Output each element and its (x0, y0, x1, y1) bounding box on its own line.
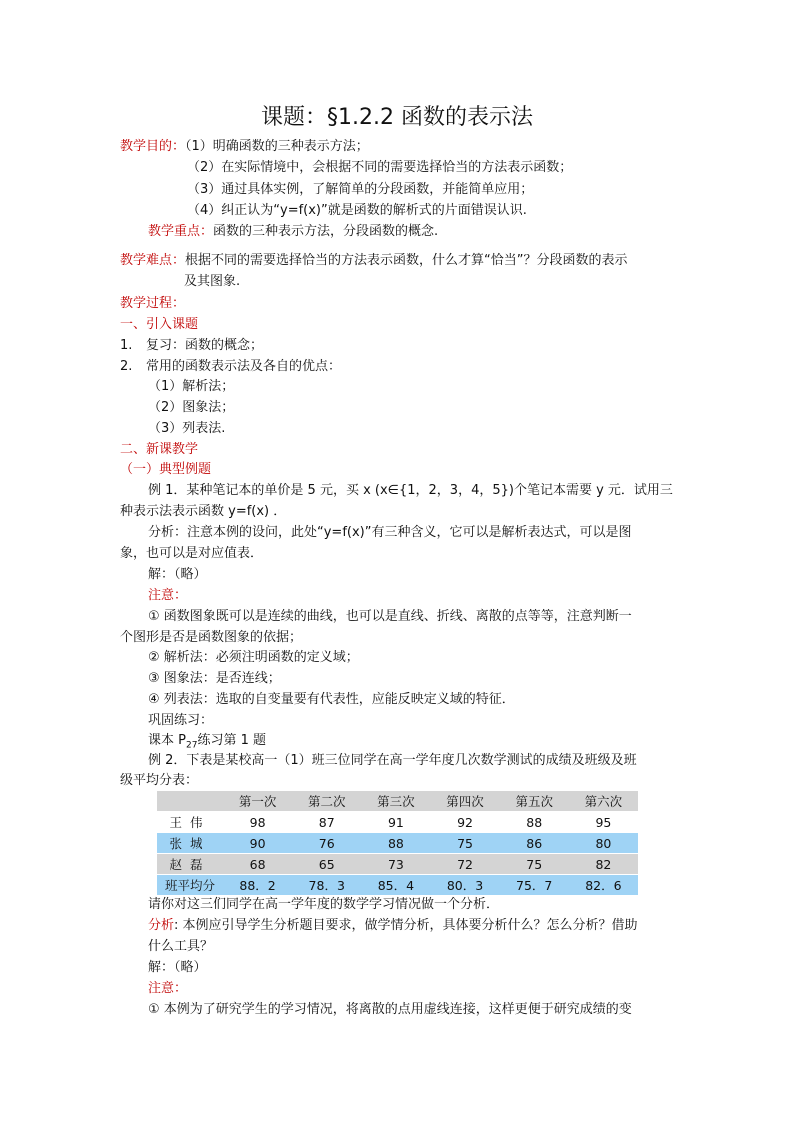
table-cell: 87 (292, 812, 361, 833)
table-cell: 68 (223, 854, 292, 875)
page-title: 课题：§1.2.2 函数的表示法 (261, 105, 533, 130)
section2-heading: 二、新课教学 (120, 442, 199, 457)
objectives-line-1 (120, 137, 369, 157)
table-cell: 75 (430, 833, 499, 854)
table-cell: 85．4 (361, 875, 430, 896)
example1-solution: 解：（略） (148, 567, 207, 582)
list-subitem: （1）解析法； (148, 379, 235, 394)
list-item: 2. 常用的函数表示法及各自的优点： (120, 359, 342, 374)
table-cell: 80．3 (430, 875, 499, 896)
table-cell: 72 (430, 854, 499, 875)
section2-subheading: （一）典型例题 (120, 462, 212, 477)
table-cell: 98 (223, 812, 292, 833)
table-cell: 95 (569, 812, 638, 833)
example1-note-label: 注意： (148, 588, 188, 603)
table-row (157, 812, 638, 833)
table-cell: 76 (292, 833, 361, 854)
key-points-label: 教学重点： (148, 224, 214, 239)
table-cell: 88．2 (223, 875, 292, 896)
example1-text: 例 1．某种笔记本的单价是 5 元，买 x (x∈{1，2，3，4，5})个笔记本需要 y 元．试用三 (148, 483, 673, 498)
table-header-row (157, 791, 638, 812)
table-header-cell: 第六次 (569, 791, 638, 812)
list-subitem: （2）图象法； (148, 400, 235, 415)
example2-analysis: 分析: 本例应引导学生分析题目要求，做学情分析，具体要分析什么？怎么分析？借助 (148, 918, 638, 933)
example1-analysis: 分析：注意本例的设问，此处“y=f(x)”有三种含义，它可以是解析表达式，可以是图 (148, 525, 632, 540)
table-cell: 78．3 (292, 875, 361, 896)
average-label-cell: 班平均分 (157, 875, 223, 896)
table-cell: 65 (292, 854, 361, 875)
table-cell: 90 (223, 833, 292, 854)
note-item: ④ 列表法：选取的自变量要有代表性，应能反映定义域的特征． (148, 692, 515, 707)
practice-label: 巩固练习： (148, 713, 214, 728)
key-points-line (148, 222, 438, 242)
table-cell: 75 (500, 854, 569, 875)
key-points-text: 函数的三种表示方法，分段函数的概念. (213, 224, 439, 239)
table-header-cell (157, 791, 223, 812)
table-row (157, 854, 638, 875)
table-header-cell: 第一次 (223, 791, 292, 812)
example2-after-table: 请你对这三们同学在高一学年度的数学学习情况做一个分析． (148, 897, 500, 912)
list-subitem: （3）列表法. (148, 421, 226, 436)
textbook-reference: 课本 $P_{27}$练习第 1 题 (148, 733, 266, 751)
student-name-cell: 赵磊 (157, 854, 223, 875)
table-header-cell: 第五次 (500, 791, 569, 812)
table-cell: 88 (361, 833, 430, 854)
objectives-label: 教学目的： (120, 139, 186, 154)
objective-item: （4）纠正认为“y=f(x)”就是函数的解析式的片面错误认识. (187, 203, 527, 218)
table-cell: 80 (569, 833, 638, 854)
process-label: 教学过程： (120, 296, 186, 311)
note-item: ② 解析法：必须注明函数的定义域； (148, 650, 359, 665)
objective-item: （1）明确函数的三种表示方法； (185, 139, 369, 154)
table-cell: 91 (361, 812, 430, 833)
difficulties-line-1 (120, 251, 628, 271)
note-item: ① 本例为了研究学生的学习情况，将离散的点用虚线连接，这样更便于研究成绩的变 (148, 1002, 632, 1017)
example1-text-cont: 种表示法表示函数 y=f(x) ． (120, 504, 287, 519)
score-table (157, 791, 638, 896)
example2-note-label: 注意： (148, 981, 188, 996)
difficulties-text: 根据不同的需要选择恰当的方法表示函数，什么才算“恰当”？分段函数的表示 (185, 253, 628, 268)
analysis-label: 分析 (148, 918, 175, 933)
example2-text-cont: 级平均分表： (120, 773, 199, 788)
example1-analysis-cont: 象，也可以是对应值表． (120, 546, 264, 561)
table-cell: 88 (500, 812, 569, 833)
table-header-cell: 第四次 (430, 791, 499, 812)
example2-solution: 解：（略） (148, 960, 207, 975)
table-row (157, 833, 638, 854)
example2-analysis-cont: 什么工具？ (148, 939, 214, 954)
example2-text: 例 2．下表是某校高一（1）班三位同学在高一学年度几次数学测试的成绩及班级及班 (148, 753, 637, 768)
difficulties-label: 教学难点： (120, 253, 186, 268)
table-cell: 73 (361, 854, 430, 875)
section1-heading: 一、引入课题 (120, 317, 199, 332)
student-name-cell: 王伟 (157, 812, 223, 833)
table-cell: 82 (569, 854, 638, 875)
student-name-cell: 张城 (157, 833, 223, 854)
table-header-cell: 第二次 (292, 791, 361, 812)
difficulties-text-cont: 及其图象. (184, 274, 241, 289)
table-cell: 92 (430, 812, 499, 833)
table-header-cell: 第三次 (361, 791, 430, 812)
note-item-cont: 个图形是否是函数图象的依据； (120, 630, 303, 645)
table-row-average (157, 875, 638, 896)
table-cell: 82．6 (569, 875, 638, 896)
table-cell: 75．7 (500, 875, 569, 896)
note-item: ③ 图象法：是否连线； (148, 671, 281, 686)
objective-item: （3）通过具体实例，了解简单的分段函数，并能简单应用； (187, 182, 534, 197)
objective-item: （2）在实际情境中，会根据不同的需要选择恰当的方法表示函数； (187, 160, 573, 175)
note-item: ① 函数图象既可以是连续的曲线，也可以是直线、折线、离散的点等等，注意判断一 (148, 609, 632, 624)
list-item: 1. 复习：函数的概念； (120, 338, 264, 353)
table-cell: 86 (500, 833, 569, 854)
